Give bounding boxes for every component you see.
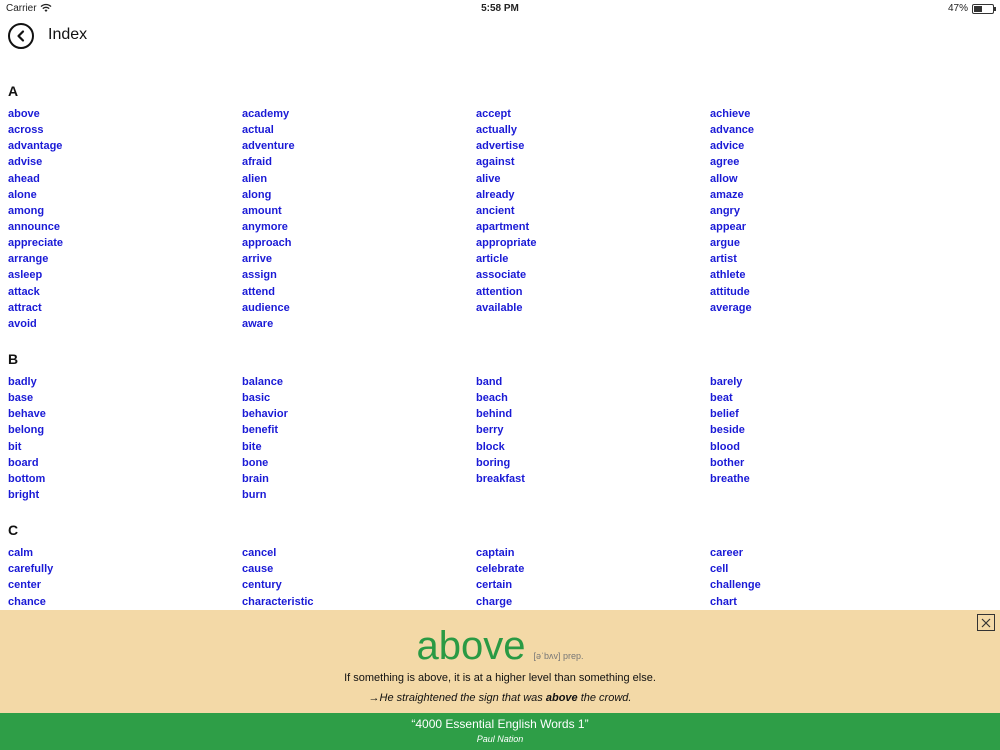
word-link[interactable]: anymore [242,220,288,233]
word-link[interactable]: advertise [476,140,525,153]
word-link[interactable]: adventure [242,140,295,153]
word-link[interactable]: career [710,547,744,560]
word-link[interactable]: belief [710,408,739,421]
word-link[interactable]: along [242,188,272,201]
headline [0,624,1000,669]
word-link[interactable]: benefit [242,424,279,437]
word-link[interactable]: arrange [8,253,49,266]
word-link[interactable]: avoid [8,317,37,330]
example-bold: above [545,692,578,704]
chevron-left-icon [15,30,27,42]
headword: above [416,624,526,668]
word-link[interactable]: alive [476,172,501,185]
word-link[interactable]: bright [8,488,40,501]
index-section-a [0,76,1000,332]
battery-percent: 47% [947,3,968,14]
word-link[interactable]: assign [242,269,277,282]
word-link[interactable]: captain [476,547,515,560]
word-link[interactable]: advise [8,156,43,169]
word-link[interactable]: celebrate [476,563,525,576]
word-link[interactable]: actual [242,124,274,137]
word-link[interactable]: bite [242,440,262,453]
word-link[interactable]: amount [242,204,282,217]
word-link[interactable]: aware [242,317,274,330]
word-link[interactable]: calm [8,547,34,560]
word-link[interactable]: block [476,440,505,453]
pronunciation: [əˈbʌv] prep. [533,651,584,661]
example-sentence [0,692,1000,704]
word-link[interactable]: across [8,124,44,137]
word-link[interactable]: apartment [476,220,530,233]
word-link[interactable]: attract [8,301,42,314]
word-link[interactable]: cause [242,563,274,576]
word-link[interactable]: chance [8,595,46,608]
word-link[interactable]: breakfast [476,472,525,485]
word-link[interactable]: ancient [476,204,515,217]
word-link[interactable]: allow [710,172,738,185]
word-link[interactable]: athlete [710,269,746,282]
word-link[interactable]: chart [710,595,737,608]
word-link[interactable]: against [476,156,515,169]
word-link[interactable]: argue [710,237,740,250]
word-link[interactable]: certain [476,579,513,592]
word-link[interactable]: beside [710,424,745,437]
battery-fill [974,6,982,12]
word-link[interactable]: arrive [242,253,272,266]
word-link[interactable]: appreciate [8,237,64,250]
word-link[interactable]: alien [242,172,268,185]
word-link[interactable]: advantage [8,140,63,153]
word-link[interactable]: century [242,579,282,592]
section-letter: B [8,350,19,367]
page-title: Index [48,26,88,43]
word-link[interactable]: blood [710,440,740,453]
word-link[interactable]: above [8,108,40,120]
battery-icon [972,4,994,14]
word-link[interactable]: asleep [8,269,43,282]
section-letter: A [8,83,19,99]
word-link[interactable]: actually [476,124,517,137]
example-prefix: →He straightened the sign that was [368,692,546,704]
word-link[interactable]: berry [476,424,504,437]
word-link[interactable]: bone [242,456,269,469]
word-link[interactable]: available [476,301,523,314]
word-link[interactable]: article [476,253,509,266]
section-letter: C [8,522,19,539]
word-link[interactable]: artist [710,253,737,266]
word-link[interactable]: approach [242,237,292,250]
word-link[interactable]: academy [242,108,290,120]
word-link[interactable]: attention [476,285,523,298]
status-bar [0,0,1000,18]
word-link[interactable]: announce [8,220,60,233]
word-link[interactable]: brain [242,472,269,485]
definition-popup [0,610,1000,713]
word-link[interactable]: among [8,204,45,217]
word-link[interactable]: average [710,301,752,314]
word-link[interactable]: barely [710,375,743,388]
word-link[interactable]: burn [242,488,267,501]
word-link[interactable]: charge [476,595,513,608]
word-link[interactable]: center [8,579,42,592]
nav-bar [0,18,1000,54]
word-link[interactable]: beach [476,392,508,405]
word-link[interactable]: characteristic [242,595,314,608]
word-link[interactable]: cell [710,563,729,576]
word-link[interactable]: achieve [710,108,751,120]
word-link[interactable]: ahead [8,172,40,185]
word-link[interactable]: base [8,392,34,405]
word-link[interactable]: appear [710,220,747,233]
word-link[interactable]: basic [242,392,271,405]
word-link[interactable]: balance [242,375,283,388]
word-link[interactable]: attack [8,285,40,298]
word-link[interactable]: alone [8,188,37,201]
word-link[interactable]: board [8,456,39,469]
word-link[interactable]: carefully [8,563,54,576]
author-name: Paul Nation [476,734,524,744]
index-section-b [0,344,1000,503]
word-link[interactable]: appropriate [476,237,537,250]
word-link[interactable]: amaze [710,188,744,201]
word-link[interactable]: attitude [710,285,750,298]
word-link[interactable]: behavior [242,408,288,421]
word-link[interactable]: breathe [710,472,750,485]
word-link[interactable]: behind [476,408,513,421]
word-link[interactable]: band [476,375,503,388]
word-link[interactable]: accept [476,108,511,120]
clock: 5:58 PM [481,3,519,14]
word-link[interactable]: beat [710,392,733,405]
word-link[interactable]: bother [710,456,745,469]
word-link[interactable]: cancel [242,547,277,560]
word-link[interactable]: challenge [710,579,761,592]
definition-text: If something is above, it is at a higher level than something else. [344,672,656,684]
word-link[interactable]: bit [8,440,22,453]
back-button[interactable] [8,23,34,49]
carrier-label: Carrier [6,3,37,14]
book-title: “4000 Essential English Words 1” [411,717,589,731]
word-link[interactable]: behave [8,408,46,421]
word-index[interactable] [0,70,1000,610]
word-link[interactable]: belong [8,424,45,437]
word-link[interactable]: associate [476,269,527,282]
word-link[interactable]: angry [710,204,740,217]
word-grid [0,106,1000,332]
word-link[interactable]: boring [476,456,511,469]
word-link[interactable]: audience [242,301,290,314]
word-grid [0,374,1000,503]
word-link[interactable]: bottom [8,472,46,485]
word-link[interactable]: advance [710,124,755,137]
footer-banner[interactable] [0,713,1000,750]
word-link[interactable]: badly [8,375,37,388]
word-link[interactable]: attend [242,285,275,298]
example-suffix: the crowd. [577,692,632,704]
word-link[interactable]: agree [710,156,740,169]
word-link[interactable]: afraid [242,156,272,169]
word-link[interactable]: already [476,188,515,201]
word-link[interactable]: advice [710,140,745,153]
